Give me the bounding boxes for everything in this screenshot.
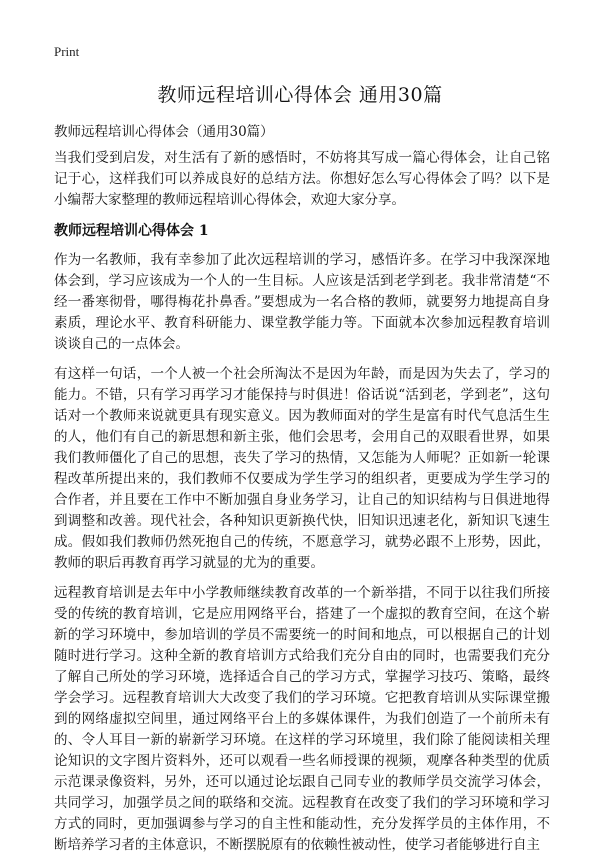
body-paragraph: 远程教育培训是去年中小学教师继续教育改革的一个新举措，不同于以往我们所接受的传统的教育培训，它是应用网络平台，搭建了一个虚拟的教育空间，在这个崭新的学习环境中，参加培训的学员不需要统一的时间和地点，可以根据自己的计划随时进行学习。这种全新的教育培训方式给我们充分自由的同时，也需要我们充分了解自己所处的学习环境，选择适合自己的学习方式，掌握学习技巧、策略，最终学会学习。远程教育培训大大改变了我们的学习环境。它把教育培训从实际课堂搬到的网络虚拟空间里，通过网络平台上的多媒体课件，为我们创造了一个前所未有的、令人耳目一新的崭新学习环境。在这样的学习环境里，我们除了能阅读相关理论知识的文字图片资料外，还可以观看一些名师授课的视频，观摩各种类型的优质示范课录像资料，另外，还可以通过论坛跟自己同专业的教师学员交流学习体会，共同学习，加强学员之间的联络和交流。远程教育在改变了我们的学习环境和学习方式的同时，更加强调参与学习的自主性和能动性，充分发挥学员的主体作用，不断培养学习者的主体意识，不断摆脱原有的依赖性被动性，使学习者能够进行自主: [54, 585, 550, 853]
document-subtitle: 教师远程培训心得体会（通用30篇）: [54, 124, 274, 140]
print-link[interactable]: Print: [54, 44, 80, 59]
body-paragraph: 作为一名教师，我有幸参加了此次远程培训的学习，感悟许多。在学习中我深深地体会到，学习应该成为一个人的一生目标。人应该是活到老学到老。我非常清楚“不经一番寒彻骨，哪得梅花扑鼻香。”要想成为一名合格的教师，就要努力地提高自身素质，理论水平、教育科研能力、课堂教学能力等。下面就本次参加远程教育培训谈谈自己的一点体会。: [54, 252, 550, 352]
section-heading: 教师远程培训心得体会 1: [54, 223, 209, 239]
intro-paragraph: 当我们受到启发，对生活有了新的感悟时，不妨将其写成一篇心得体会，让自己铭记于心，这样我们可以养成良好的总结方法。你想好怎么写心得体会了吗？以下是小编帮大家整理的教师远程培训心得体会，欢迎大家分享。: [54, 150, 550, 208]
body-paragraph: 有这样一句话，一个人被一个社会所淘汰不是因为年龄，而是因为失去了，学习的能力。不错，只有学习再学习才能保持与时俱进！俗话说“活到老，学到老”，这句话对一个教师来说就更具有现实意义。因为教师面对的学生是富有时代气息活生生的人，他们有自己的新思想和新主张，他们会思考，会用自己的双眼看世界，如果我们教师僵化了自己的思想，丧失了学习的热情，又怎能为人师呢？正如新一轮课程改革所提出来的，我们教师不仅要成为学生学习的组织者，更要成为学生学习的合作者，并且要在工作中不断加强自身业务学习，让自己的知识结构与日俱进地得到调整和改善。现代社会，各种知识更新换代快，旧知识迅速老化，新知识飞速生成。假如我们教师仍然死抱自己的传统，不愿意学习，就势必跟不上形势，因此，教师的职后再教育再学习就显的尤为的重要。: [54, 366, 550, 571]
document-body: [54, 148, 550, 865]
page-title: 教师远程培训心得体会 通用30篇: [157, 84, 443, 106]
